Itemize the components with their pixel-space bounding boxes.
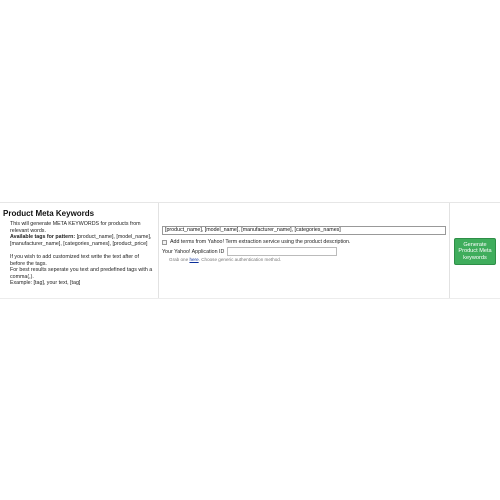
section-title: Product Meta Keywords bbox=[3, 209, 95, 218]
app-id-hint bbox=[169, 257, 281, 262]
description-tags bbox=[10, 234, 154, 247]
yahoo-terms-checkbox[interactable] bbox=[162, 240, 167, 245]
hint-here-link[interactable]: here bbox=[189, 257, 199, 262]
custom-text-note: If you wish to add customized text write the text after of before the tags. bbox=[10, 253, 139, 267]
keyword-pattern-input[interactable] bbox=[162, 226, 446, 235]
yahoo-terms-label: Add terms from Yahoo! Term extraction service using the product description. bbox=[170, 239, 351, 245]
description-column bbox=[0, 203, 159, 298]
section-description bbox=[10, 221, 154, 287]
app-id-label: Your Yahoo! Application ID bbox=[162, 248, 225, 255]
yahoo-terms-row bbox=[162, 238, 350, 246]
generate-keywords-button[interactable]: Generate Product Meta keywords bbox=[454, 238, 496, 265]
example-text: Example: [tag], your text, [tag] bbox=[10, 280, 81, 287]
action-column bbox=[450, 203, 500, 298]
description-intro: This will generate META KEYWORDS for products from relevant words. bbox=[10, 221, 141, 234]
tags-label: Available tags for pattern: bbox=[10, 234, 76, 241]
app-id-row bbox=[162, 247, 337, 256]
form-column bbox=[159, 203, 450, 298]
hint-suffix: . Choose generic authentication method. bbox=[198, 257, 282, 262]
tags-list: [product_name], [model_name], [manufacturer_name], [categories_names], [product_price] bbox=[10, 234, 152, 247]
hint-prefix: Grab one bbox=[169, 257, 190, 262]
best-results-note: For best results seperate you text and predefined tags with a comma(,). bbox=[10, 267, 153, 280]
product-meta-keywords-panel bbox=[0, 202, 500, 299]
app-id-input[interactable] bbox=[227, 247, 337, 256]
